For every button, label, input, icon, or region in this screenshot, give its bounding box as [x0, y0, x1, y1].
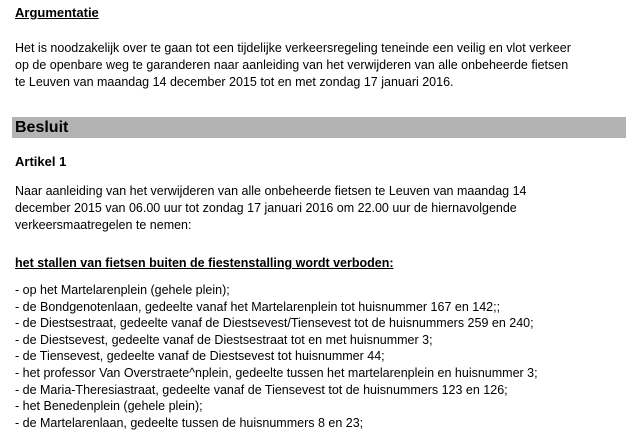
- argumentatie-heading: Argumentatie: [15, 5, 99, 20]
- list-item: - het Benedenplein (gehele plein);: [15, 399, 203, 414]
- paragraph-line: verkeersmaatregelen te nemen:: [15, 218, 192, 232]
- paragraph-line: Naar aanleiding van het verwijderen van alle onbeheerde fietsen te Leuven van maandag 14: [15, 184, 527, 198]
- list-item: - de Tiensevest, gedeelte vanaf de Diestsevest tot huisnummer 44;: [15, 349, 385, 364]
- list-item: - op het Martelarenplein (gehele plein);: [15, 283, 230, 297]
- list-item: - de Maria-Theresiastraat, gedeelte vanaf de Tiensevest tot de huisnummers 123 en 126;: [15, 382, 508, 397]
- list-item: - het professor Van Overstraete^nplein, gedeelte tussen het martelarenplein en huisnummer 3;: [15, 365, 538, 380]
- argumentatie-paragraph: [15, 40, 630, 91]
- list-item: - de Diestsevest, gedeelte vanaf de Diestsestraat tot en met huisnummer 3;: [15, 332, 433, 347]
- list-item: - de Diestsestraat, gedeelte vanaf de Diestsevest/Tiensevest tot de huisnummers 259 en 240;: [15, 316, 534, 331]
- besluit-paragraph: [15, 183, 630, 234]
- artikel-title: Artikel 1: [15, 154, 67, 169]
- list-item: - de Martelarenlaan, gedeelte tussen de huisnummers 8 en 23;: [15, 415, 364, 430]
- paragraph-line: op de openbare weg te garanderen naar aanleiding van het verwijderen van alle onbeheerde fietsen: [15, 58, 569, 72]
- paragraph-line: Het is noodzakelijk over te gaan tot een tijdelijke verkeersregeling teneinde een veilig en vlot verkeer: [15, 41, 571, 55]
- measures-list: [15, 282, 538, 431]
- paragraph-line: te Leuven van maandag 14 december 2015 tot en met zondag 17 januari 2016.: [15, 75, 454, 89]
- besluit-heading-bar: [12, 117, 626, 138]
- besluit-heading: Besluit: [15, 119, 69, 136]
- measures-subheading: het stallen van fietsen buiten de fiestenstalling wordt verboden:: [15, 256, 394, 270]
- paragraph-line: december 2015 van 06.00 uur tot zondag 17 januari 2016 om 22.00 uur de hiernavolgende: [15, 201, 517, 215]
- list-item: - de Bondgenotenlaan, gedeelte vanaf het Martelarenplein tot huisnummer 167 en 142;;: [15, 299, 501, 314]
